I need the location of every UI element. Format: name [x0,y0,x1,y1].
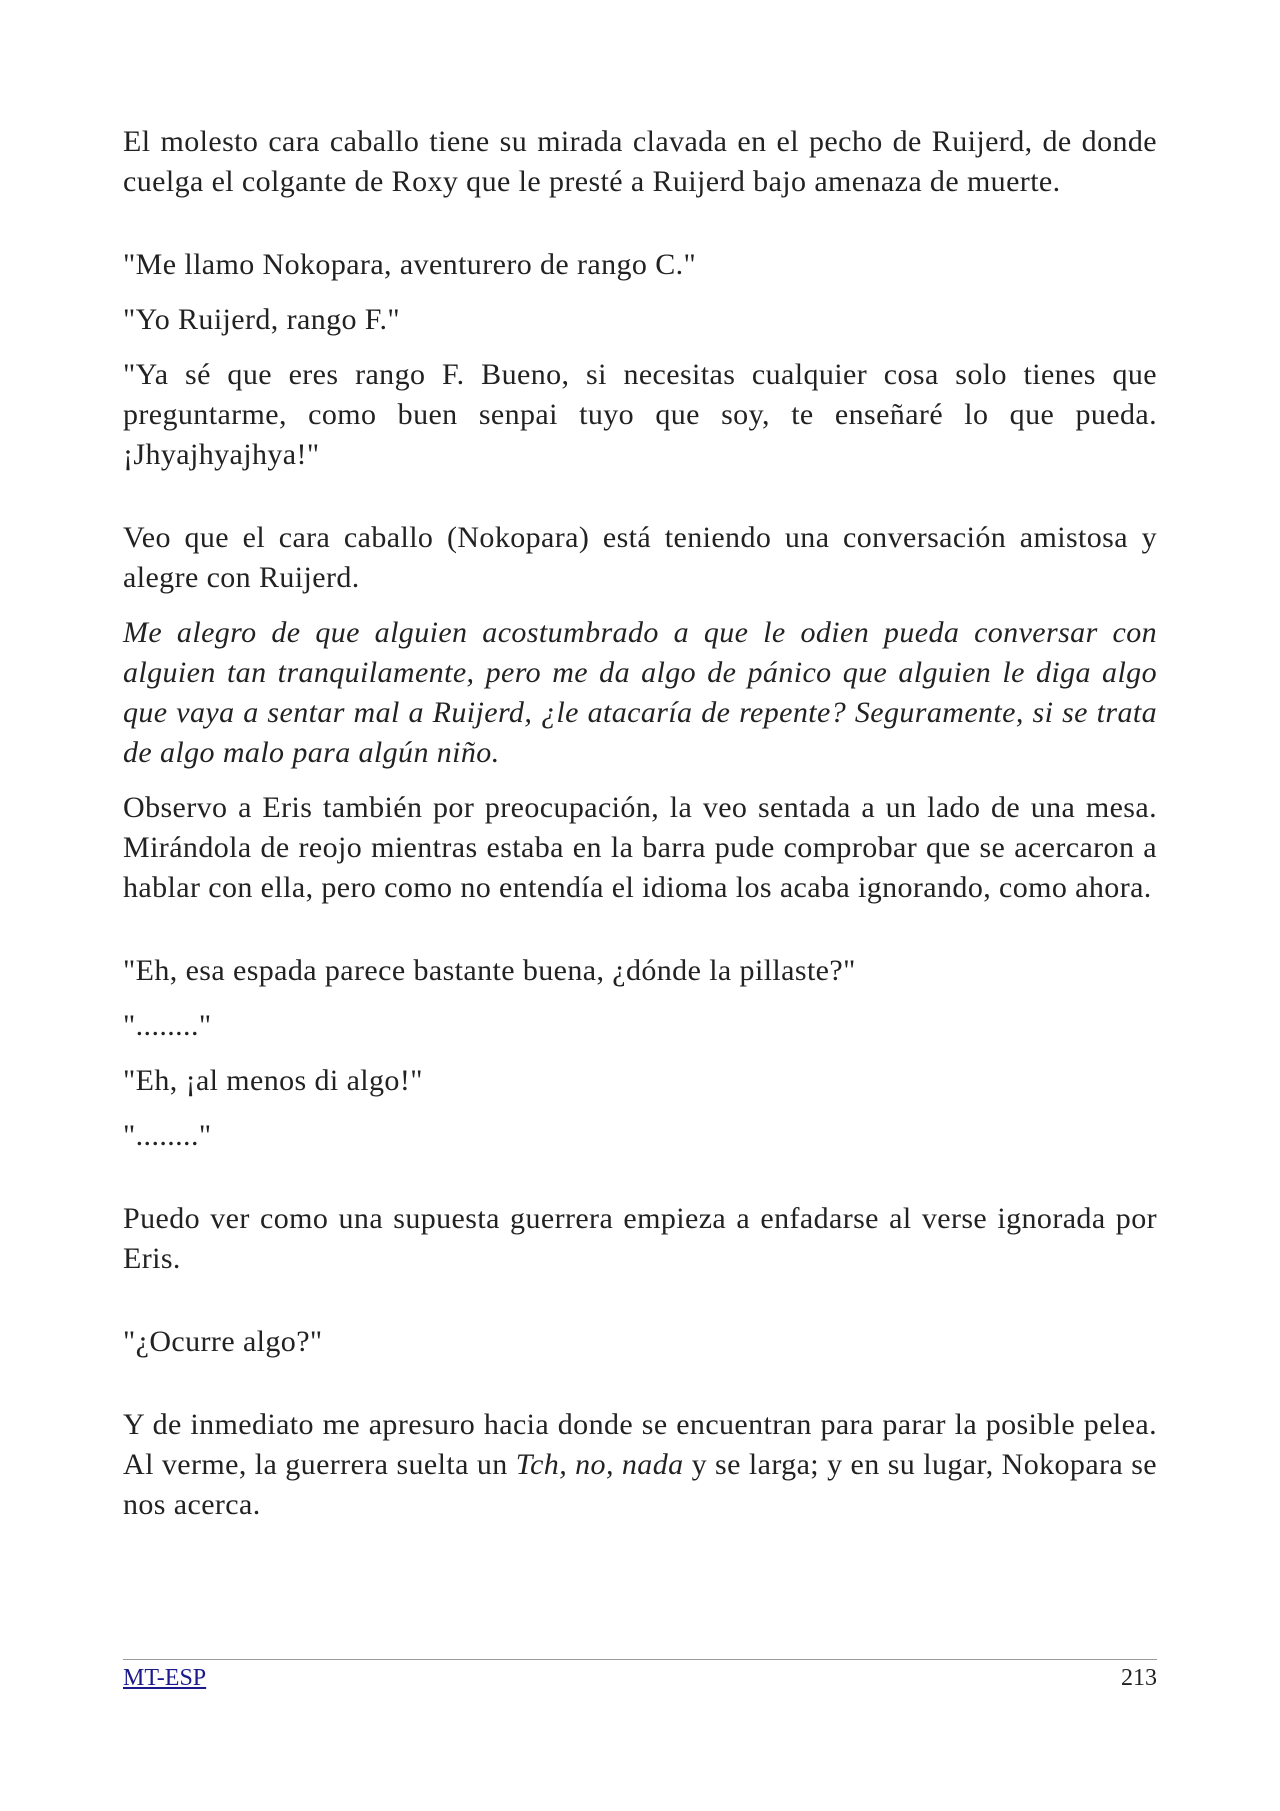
paragraph-hurry-part-1: Y de inmediato me apresuro hacia donde se encuentran para parar la posible pelea. Al verme, la guerrera suelta un [123,1408,1157,1481]
dialogue-say-something: "Eh, ¡al menos di algo!" [123,1064,423,1097]
paragraph-eris: Observo a Eris también por preocupación, la veo sentada a un lado de una mesa. Mirándola de reojo mientras estaba en la barra pude comprobar que se acercaron a hablar con ella, pero como no entendía el idioma los acaba ignorando, como ahora. [123,791,1157,904]
dialogue-silence-1: "........" [123,1009,212,1042]
footer-link-mt-esp[interactable]: MT-ESP [123,1665,207,1691]
dialogue-ruijerd-rank: "Yo Ruijerd, rango F." [123,303,401,336]
paragraph-conversation: Veo que el cara caballo (Nokopara) está teniendo una conversación amistosa y alegre con Ruijerd. [123,521,1157,594]
page-footer [123,1659,1157,1692]
paragraph-warrior-angry: Puedo ver como una supuesta guerrera empieza a enfadarse al verse ignorada por Eris. [123,1202,1157,1275]
page-number: 213 [1121,1665,1157,1691]
page-body [123,122,1157,1525]
dialogue-silence-2: "........" [123,1119,212,1152]
paragraph-hurry-italic: Tch, no, nada [515,1448,684,1481]
paragraph-hurry-part-2: y se larga; y en su lugar, Nokopara se nos acerca. [123,1448,1157,1521]
dialogue-whats-wrong: "¿Ocurre algo?" [123,1325,323,1358]
dialogue-nokopara-senpai: "Ya sé que eres rango F. Bueno, si necesitas cualquier cosa solo tienes que preguntarme, como buen senpai tuyo que soy, te enseñaré lo que pueda. ¡Jhyajhyajhya!" [123,358,1157,471]
dialogue-sword: "Eh, esa espada parece bastante buena, ¿dónde la pillaste?" [123,954,856,987]
dialogue-nokopara-intro: "Me llamo Nokopara, aventurero de rango C." [123,248,697,281]
paragraph-hurry [123,1405,1157,1525]
paragraph-inner-thought: Me alegro de que alguien acostumbrado a que le odien pueda conversar con alguien tan tranquilamente, pero me da algo de pánico que alguien le diga algo que vaya a sentar mal a Ruijerd, ¿le atacaría de repente? Seguramente, si se trata de algo malo para algún niño. [123,616,1157,769]
paragraph-1: El molesto cara caballo tiene su mirada clavada en el pecho de Ruijerd, de donde cuelga el colgante de Roxy que le presté a Ruijerd bajo amenaza de muerte. [123,125,1157,198]
